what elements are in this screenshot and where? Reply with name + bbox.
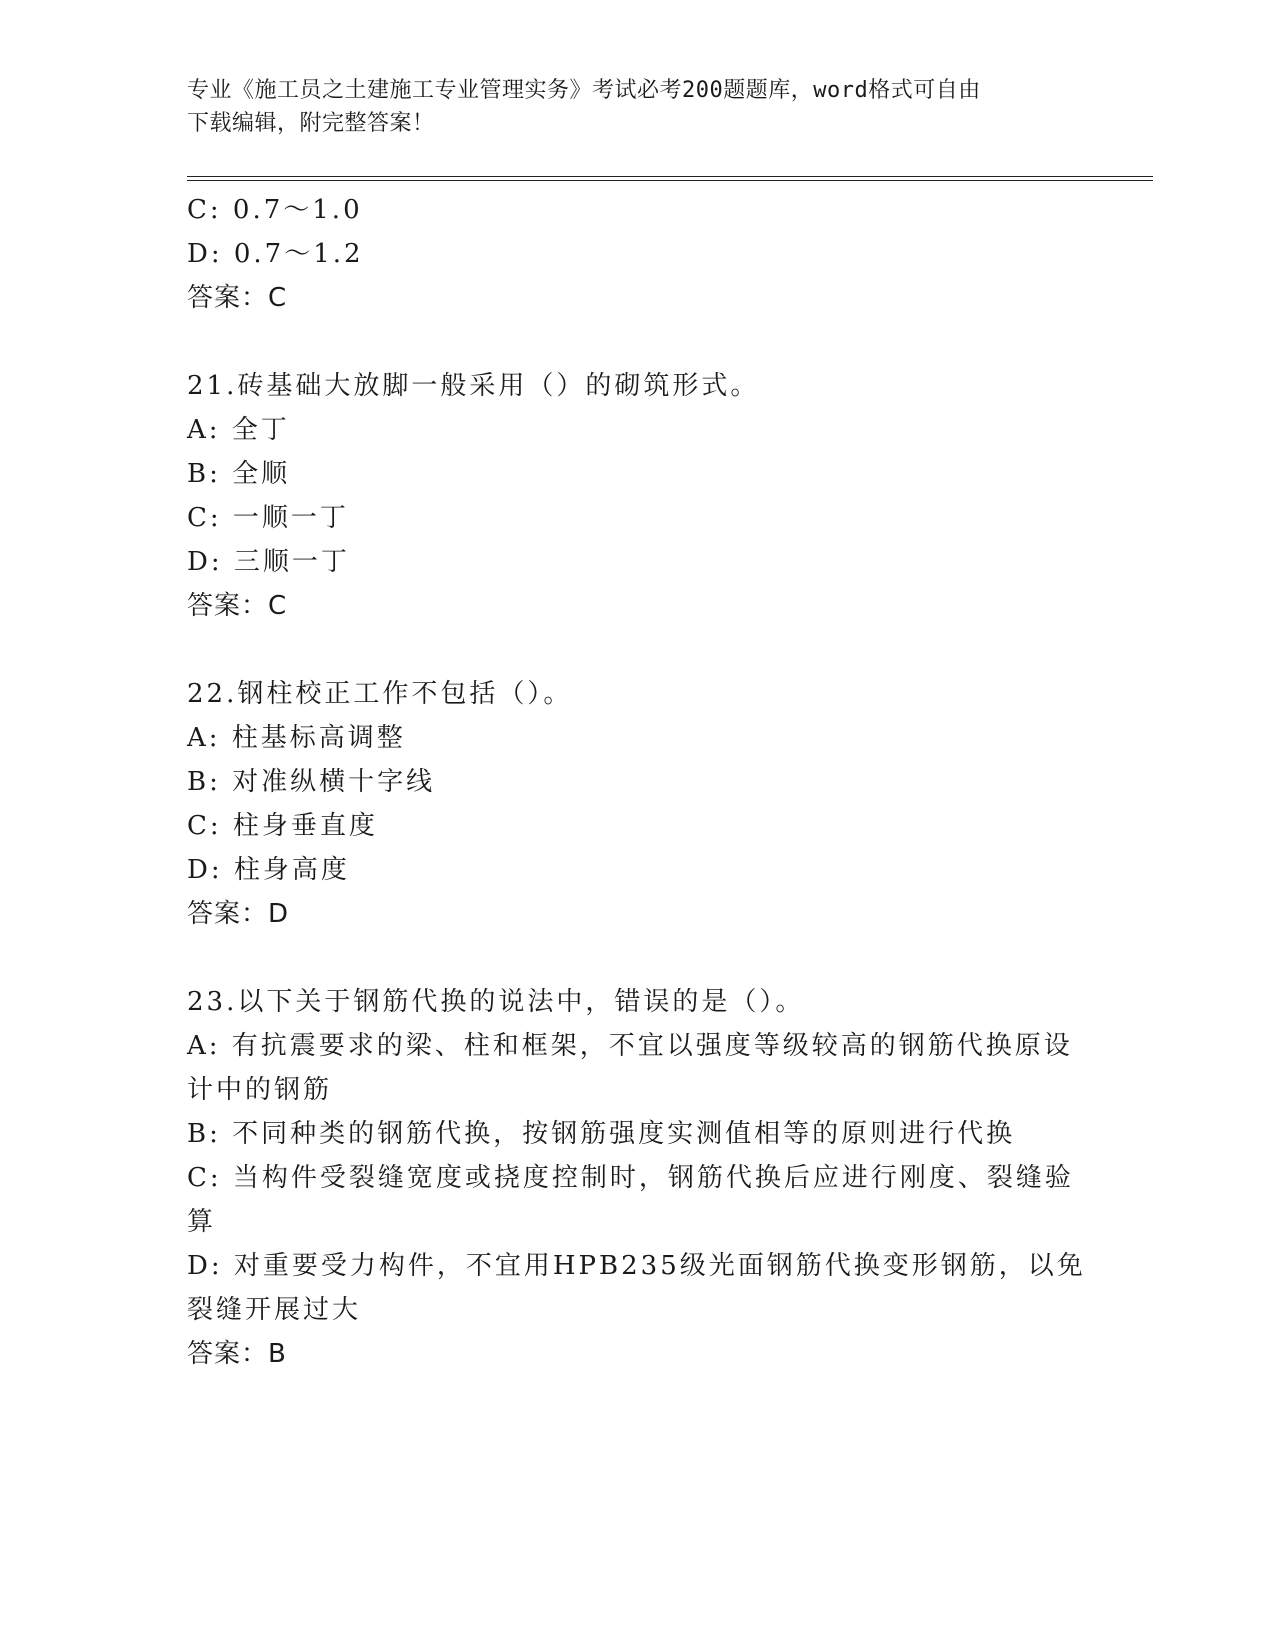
q22-stem: 22.钢柱校正工作不包括（）。: [187, 679, 573, 709]
q20-answer: 答案：C: [187, 283, 288, 313]
q23-option-c-line2: 算: [187, 1207, 217, 1237]
page-header: [187, 74, 1067, 140]
q21-option-a: A: 全丁: [187, 415, 290, 445]
q21-option-b: B: 全顺: [187, 459, 291, 489]
q23-option-d-line1: D: 对重要受力构件，不宜用HPB235级光面钢筋代换变形钢筋，以免: [187, 1251, 1086, 1281]
q21-option-d: D: 三顺一丁: [187, 547, 350, 577]
q23-option-a-line1: A: 有抗震要求的梁、柱和框架，不宜以强度等级较高的钢筋代换原设: [187, 1031, 1073, 1061]
q22-option-d: D: 柱身高度: [187, 855, 350, 885]
q23-option-b: B: 不同种类的钢筋代换，按钢筋强度实测值相等的原则进行代换: [187, 1119, 1016, 1149]
q23-stem: 23.以下关于钢筋代换的说法中，错误的是（）。: [187, 987, 805, 1017]
q23-option-a-line2: 计中的钢筋: [187, 1075, 333, 1105]
q20-option-d: D: 0.7～1.2: [187, 239, 364, 269]
header-rule-top: [187, 176, 1153, 177]
header-line-2: 下载编辑，附完整答案！: [187, 111, 435, 136]
q20-option-c: C: 0.7～1.0: [187, 195, 363, 225]
q22-option-b: B: 对准纵横十字线: [187, 767, 436, 797]
q23-option-d-line2: 裂缝开展过大: [187, 1295, 362, 1325]
q23-option-c-line1: C: 当构件受裂缝宽度或挠度控制时，钢筋代换后应进行刚度、裂缝验: [187, 1163, 1074, 1193]
q22-answer: 答案：D: [187, 899, 290, 929]
q22-option-a: A: 柱基标高调整: [187, 723, 406, 753]
q21-stem: 21.砖基础大放脚一般采用（）的砌筑形式。: [187, 371, 760, 401]
q23-answer: 答案：B: [187, 1339, 287, 1369]
q21-answer: 答案：C: [187, 591, 288, 621]
header-line-1: 专业《施工员之土建施工专业管理实务》考试必考200题题库，word格式可自由: [187, 78, 981, 103]
header-rule-bottom: [187, 180, 1153, 181]
q22-option-c: C: 柱身垂直度: [187, 811, 378, 841]
q21-option-c: C: 一顺一丁: [187, 503, 349, 533]
